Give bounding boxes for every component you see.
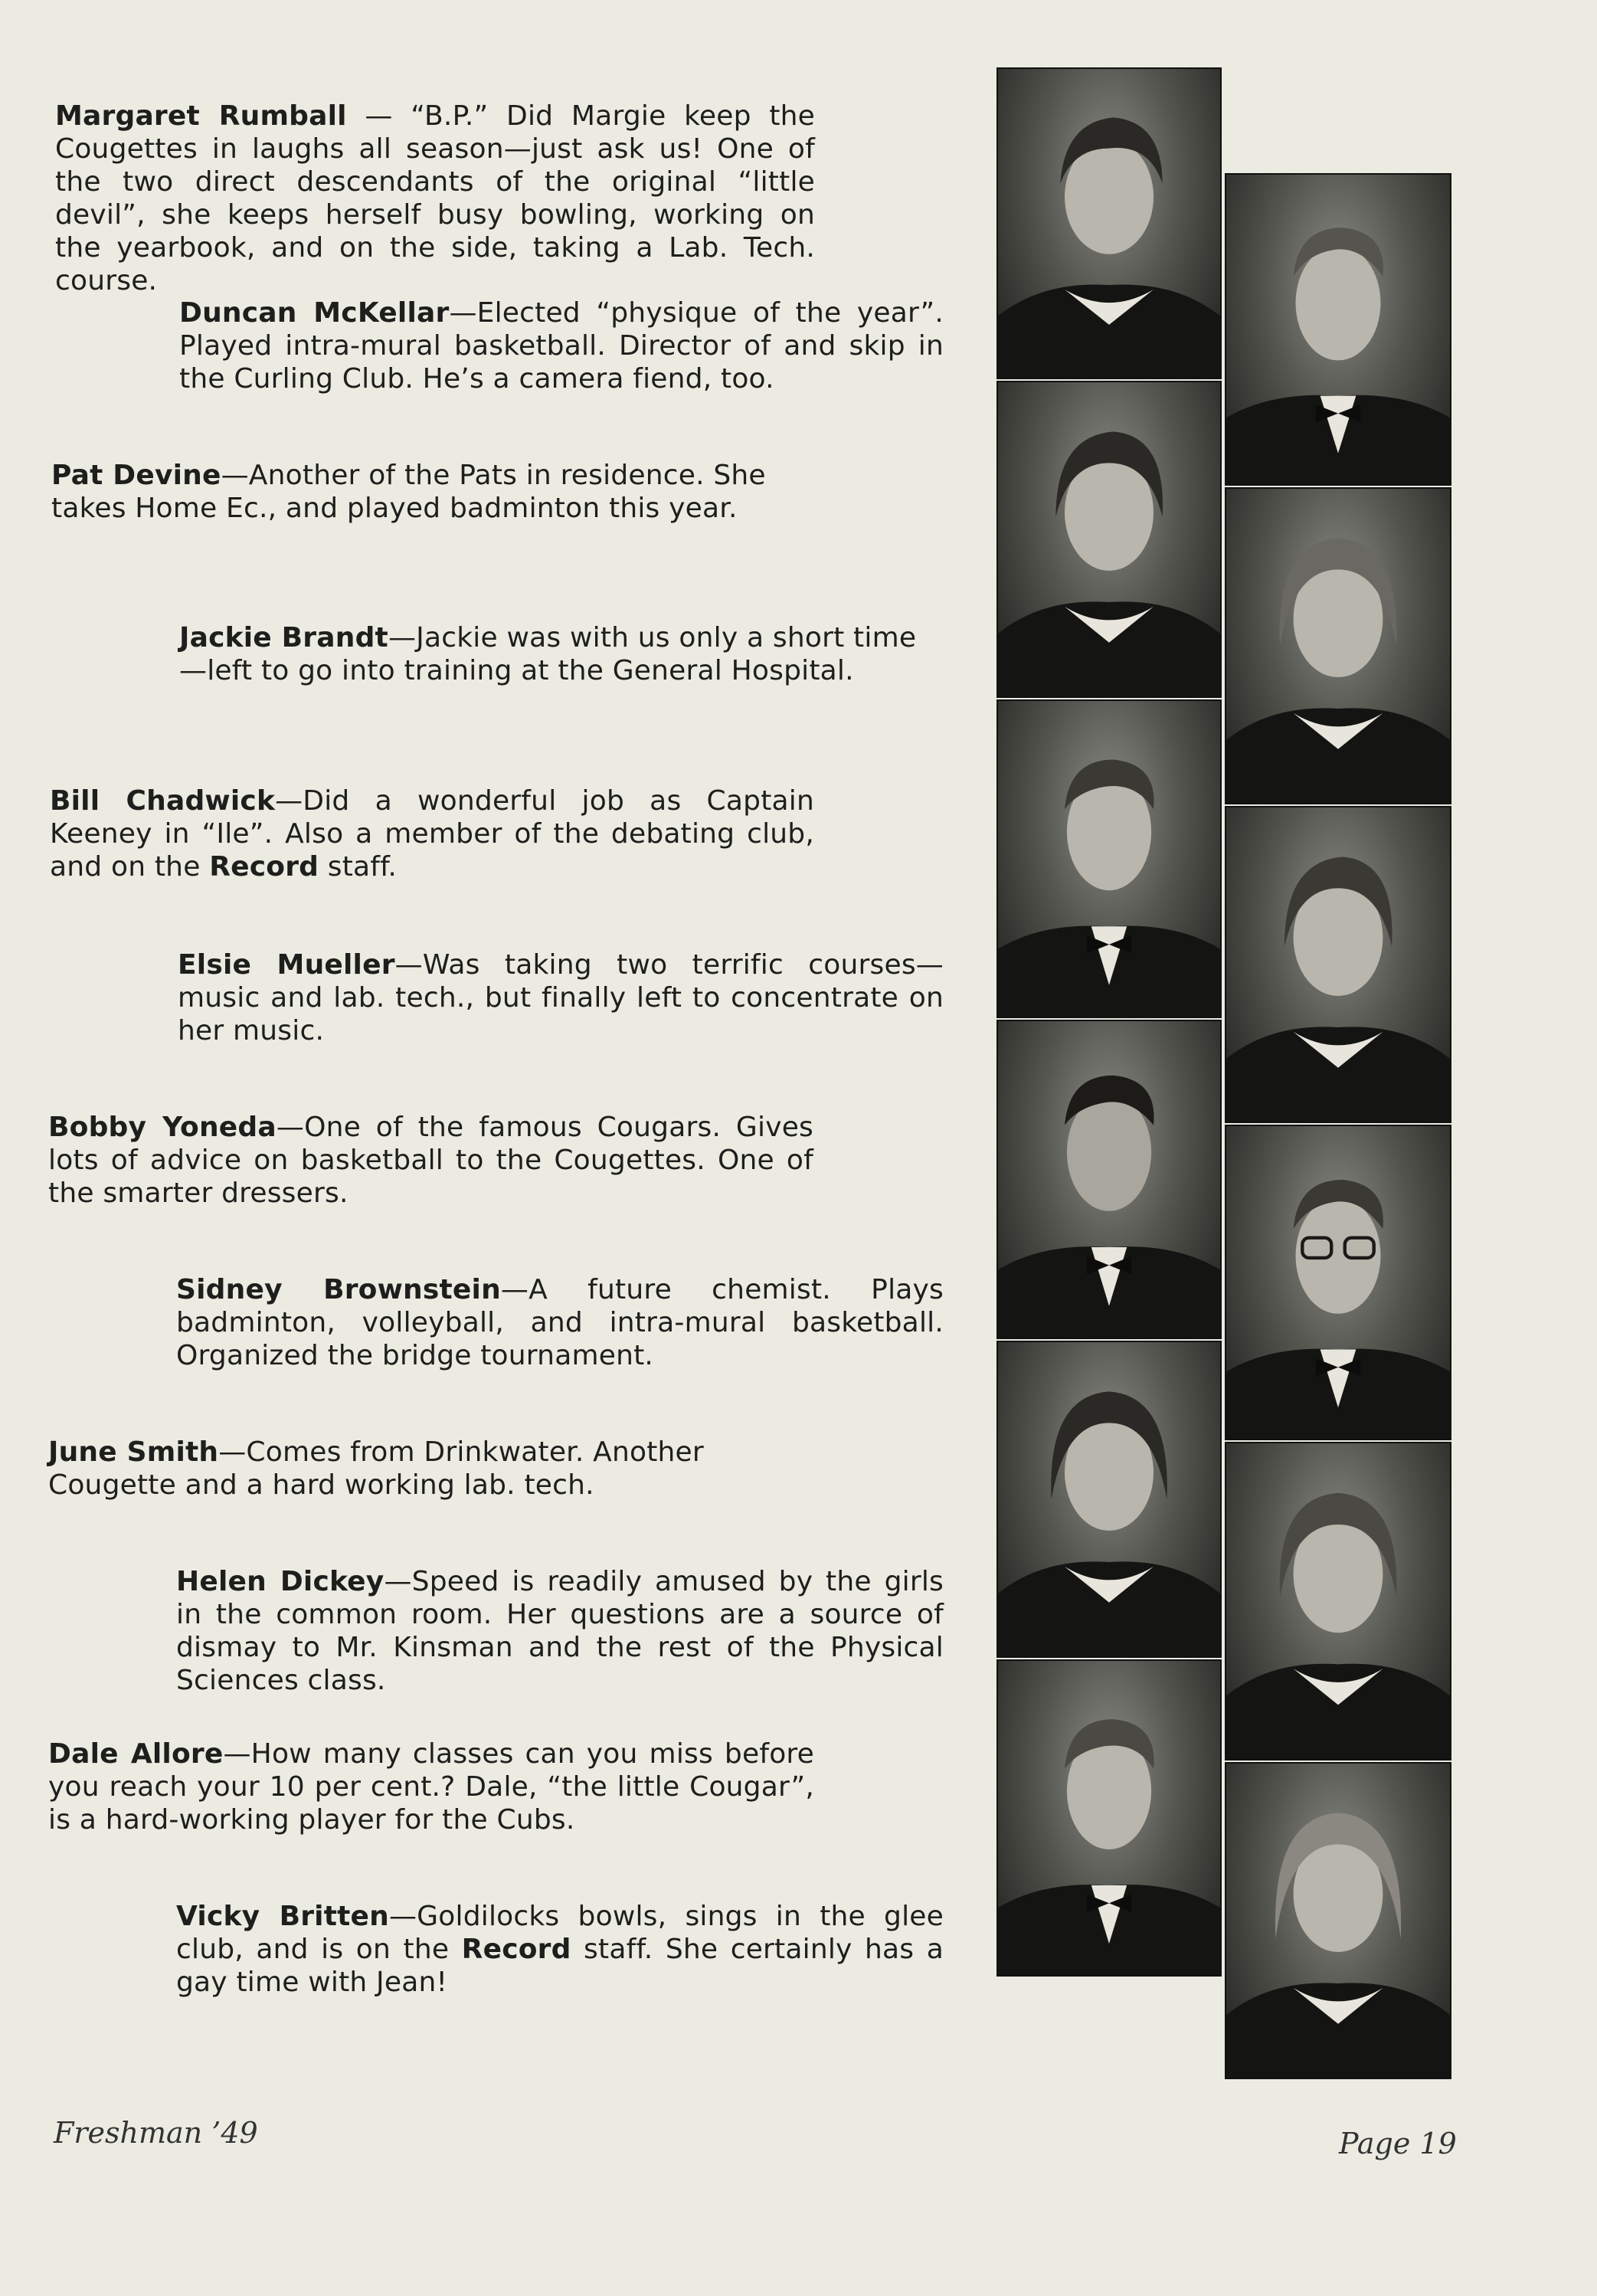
entry-name: Helen Dickey (176, 1566, 385, 1597)
entry-text: —Did a wonderful job as Captain Keeney in “Ile”. Also a member of the debating club, and on the (50, 785, 814, 883)
portrait-photo (1225, 1442, 1451, 1760)
portrait-photo (996, 1341, 1222, 1658)
entry-name: Bobby Yoneda (48, 1112, 277, 1143)
entry-june-smith (48, 1436, 813, 1502)
entry-name: Dale Allore (48, 1738, 224, 1770)
entry-name: Sidney Brownstein (176, 1274, 501, 1305)
portrait-photo (996, 1659, 1222, 1977)
entry-name: Pat Devine (51, 460, 221, 491)
entry-name: Elsie Mueller (178, 949, 395, 981)
entry-dale-allore (48, 1738, 814, 1836)
page-number: Page 19 (1339, 2127, 1457, 2160)
portrait-photo (996, 381, 1222, 698)
entry-vicky-britten (176, 1900, 944, 1999)
entry-text: —Speed is readily amused by the girls in the common room. Her questions are a source of dismay to Mr. Kinsman and the rest of the Physical Sciences class. (176, 1566, 944, 1696)
portrait-photo (1225, 1125, 1451, 1440)
entry-name: Bill Chadwick (50, 785, 276, 817)
entry-name: June Smith (48, 1436, 219, 1468)
entry-bobby-yoneda (48, 1111, 813, 1210)
publication-name: Record (209, 851, 319, 883)
entry-text: —A future chemist. Plays badminton, volleyball, and intra-mural basketball. Organized the bridge tournament. (176, 1274, 944, 1371)
entry-text: —Another of the Pats in residence. She takes Home Ec., and played badminton this year. (51, 460, 766, 524)
entry-sidney-brownstein (176, 1273, 944, 1372)
portrait-photo (1225, 806, 1451, 1123)
footer-yearbook-title: Freshman ’49 (54, 2116, 258, 2150)
entry-helen-dickey (176, 1565, 944, 1697)
entry-pat-devine (51, 459, 810, 525)
portrait-photo (996, 699, 1222, 1018)
entry-bill-chadwick (50, 784, 814, 883)
entry-text: —Comes from Drinkwater. Another Cougette and a hard working lab. tech. (48, 1436, 704, 1501)
entry-text: —Goldilocks bowls, sings in the glee club, and is on the (176, 1901, 944, 1965)
entry-text: — “B.P.” Did Margie keep the Cougettes in laughs all season—just ask us! One of the two direct descendants of the original “little devil”, she keeps herself busy bowling, working on the yearbook, and on the side, taking a Lab. Tech. course. (55, 100, 815, 296)
publication-name: Record (461, 1934, 571, 1965)
entry-text-end: staff. (319, 851, 398, 883)
entry-name: Vicky Britten (176, 1901, 389, 1932)
portrait-photo (1225, 1762, 1451, 2079)
portrait-photo (996, 67, 1222, 379)
entry-name: Duncan McKellar (179, 297, 450, 329)
entry-text: —Jackie was with us only a short time—left to go into training at the General Hospital. (179, 622, 917, 686)
portrait-photo (1225, 487, 1451, 804)
entry-jackie-brandt (179, 621, 944, 687)
entry-name: Jackie Brandt (179, 622, 388, 653)
entry-name: Margaret Rumball (55, 100, 347, 132)
entry-elsie-mueller (178, 948, 944, 1047)
portrait-photo (1225, 173, 1451, 486)
entry-margaret-rumball (55, 100, 815, 297)
entry-text-end: staff. She certainly has a gay time with Jean! (176, 1934, 944, 1998)
portrait-photo (996, 1020, 1222, 1339)
entry-duncan-mckellar (179, 296, 944, 395)
entry-text: —Elected “physique of the year”. Played intra-mural basketball. Director of and skip in the Curling Club. He’s a camera fiend, too. (179, 297, 944, 395)
entry-text: —How many classes can you miss before you reach your 10 per cent.? Dale, “the little Cougar”, is a hard-working player for the Cubs. (48, 1738, 814, 1836)
entry-text: —Was taking two terrific courses—music and lab. tech., but finally left to concentrate on her music. (178, 949, 944, 1046)
entry-text: —One of the famous Cougars. Gives lots of advice on basketball to the Cougettes. One of the smarter dressers. (48, 1112, 814, 1209)
